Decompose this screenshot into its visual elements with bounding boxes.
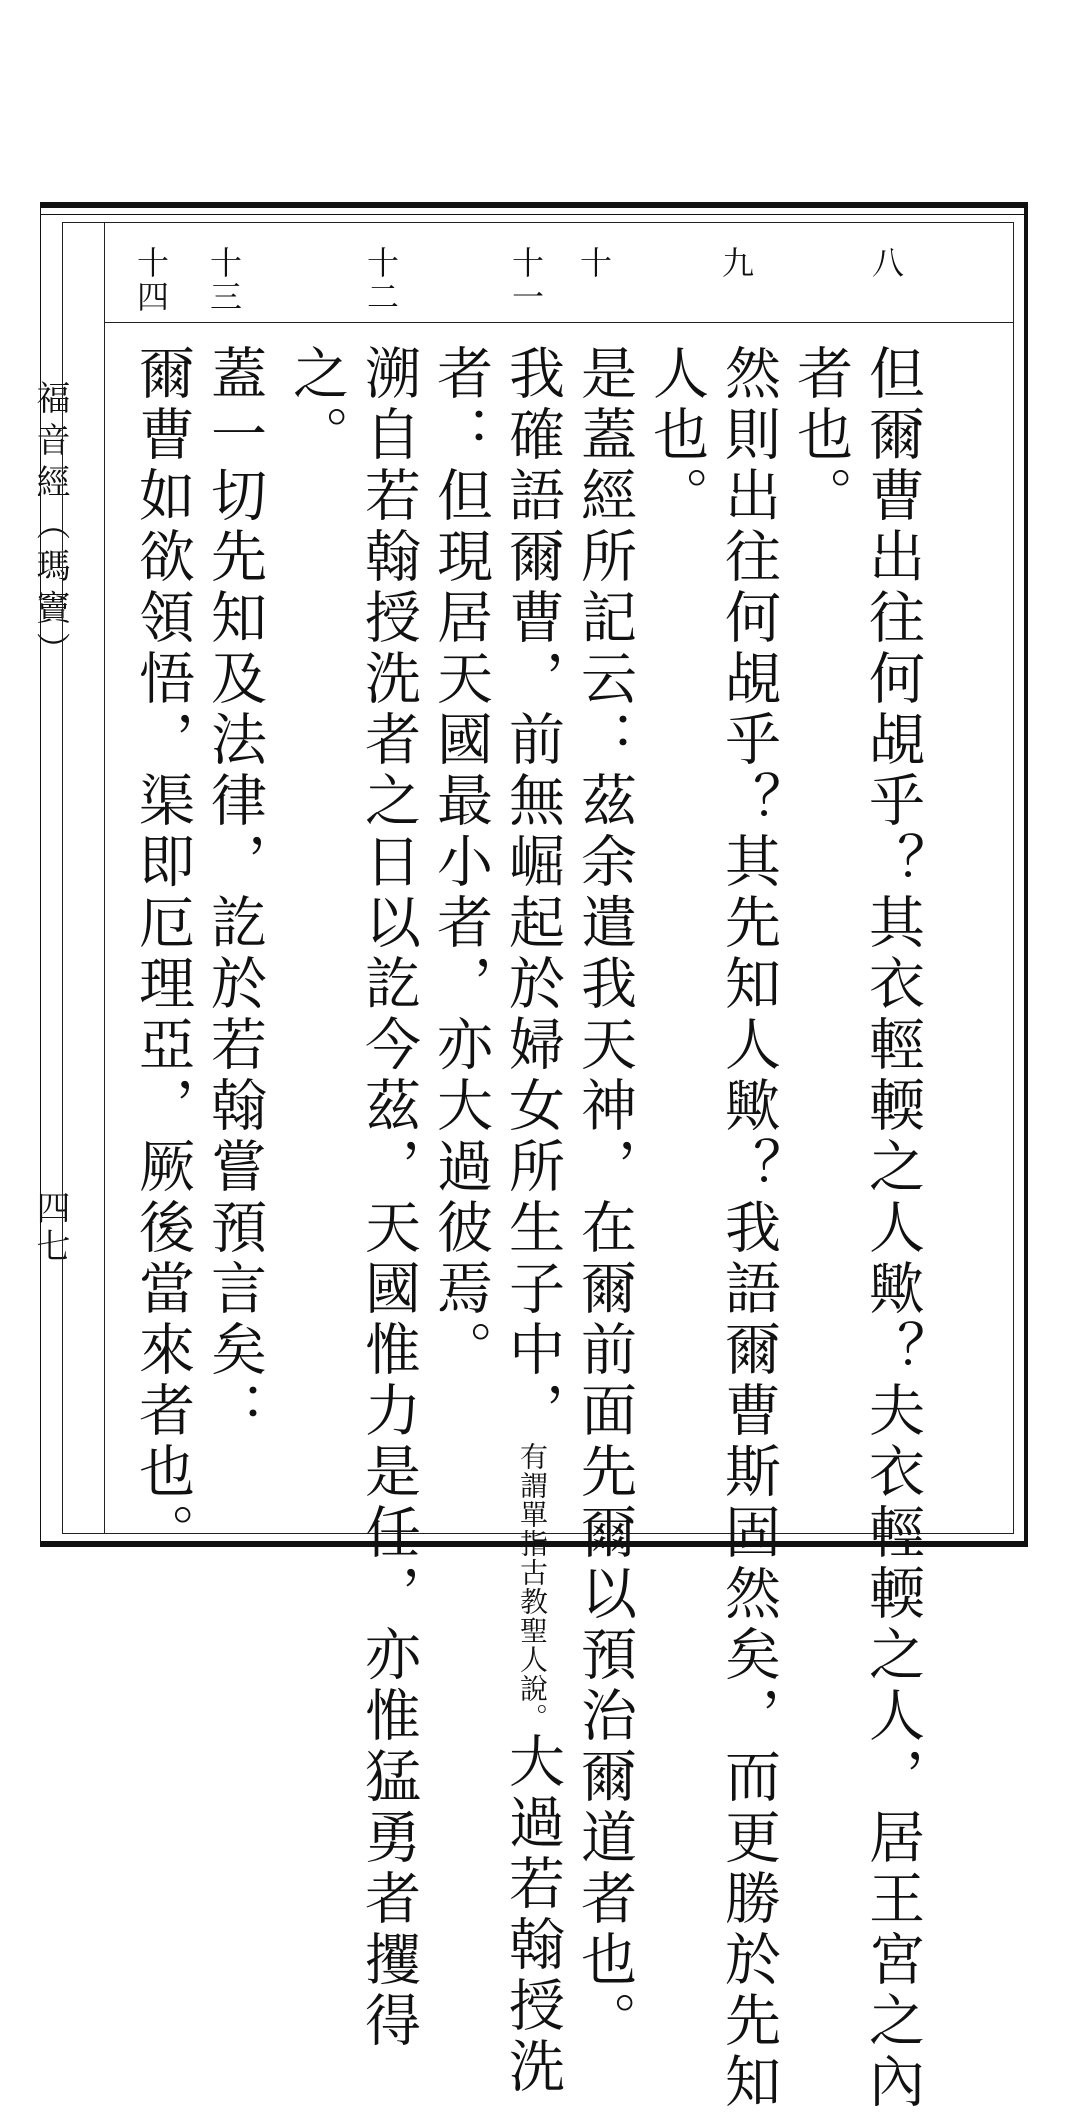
text-column: 蓋一切先知及法律，訖於若翰嘗預言矣： — [202, 344, 267, 1442]
verse-number-12: 十二 — [362, 246, 400, 314]
text-column: 爾曹如欲領悟，渠即厄理亞，厥後當來者也。 — [130, 344, 195, 1564]
header-rule — [104, 322, 1014, 323]
text-column: 是蓋經所記云：茲余遣我天神，在爾前面先爾以預治爾道者也。 — [572, 344, 637, 2052]
verse-number-13: 十三 — [205, 246, 243, 314]
text-column — [496, 344, 568, 2098]
verse-number-14: 十四 — [132, 246, 170, 314]
text-column: 但爾曹出往何覘乎？其衣輕輭之人歟？夫衣輕輭之人，居王宮之內 — [860, 344, 925, 2113]
text-segment: 我確語爾曹，前無崛起於婦女所生子中， — [500, 344, 565, 1442]
annotation-note: 有謂單指古教聖人說。 — [516, 1442, 549, 1732]
verse-number-10: 十 — [575, 246, 613, 280]
text-column: 之。 — [284, 344, 349, 466]
verse-number-8: 八 — [867, 246, 905, 280]
left-rule — [104, 222, 105, 1534]
page-number: 四七 — [30, 1190, 70, 1266]
text-column: 然則出往何覘乎？其先知人歟？我語爾曹斯固然矣，而更勝於先知 — [716, 344, 781, 2113]
text-column: 者：但現居天國最小者，亦大過彼焉。 — [428, 344, 493, 1381]
text-column: 溯自若翰授洗者之日以訖今茲，天國惟力是任，亦惟猛勇者攫得 — [356, 344, 421, 2052]
text-segment: 大過若翰授洗 — [500, 1732, 565, 2098]
book-title-margin: 福音經（瑪竇） — [30, 380, 70, 674]
text-column: 人也。 — [644, 344, 709, 527]
text-column: 者也。 — [788, 344, 853, 527]
verse-number-9: 九 — [717, 246, 755, 280]
verse-number-11: 十一 — [507, 246, 545, 314]
